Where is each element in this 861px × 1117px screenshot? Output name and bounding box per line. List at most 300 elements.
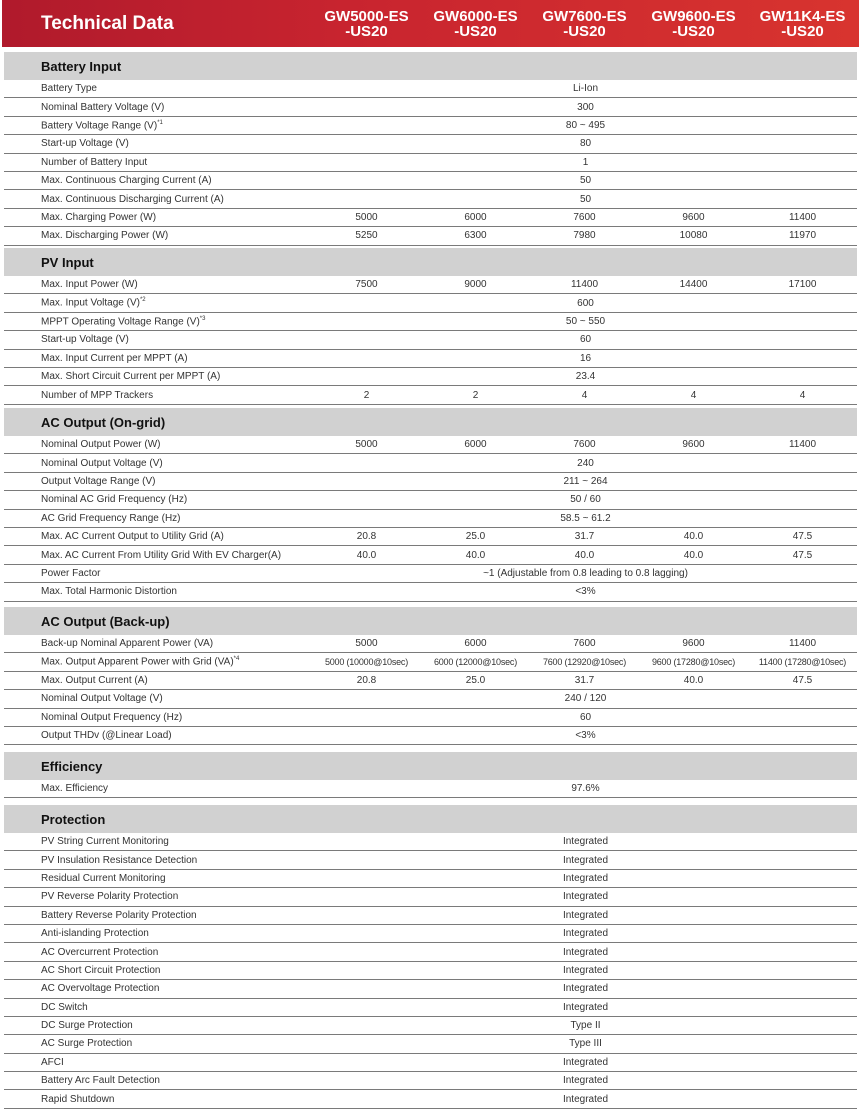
value-cell: 7980 (573, 230, 596, 242)
section-heading: Battery Input (4, 52, 857, 80)
row-values (314, 175, 857, 186)
table-row (4, 510, 857, 528)
shared-value-cell: 50 (579, 175, 592, 187)
table-row (4, 436, 857, 454)
row-values (312, 657, 857, 667)
row-label-text: Nominal Output Voltage (V) (41, 693, 163, 705)
value-cell: 11400 (788, 638, 817, 650)
shared-value-cell: Type III (569, 1038, 602, 1050)
table-row (4, 1090, 857, 1108)
row-label-text: AC Short Circuit Protection (41, 964, 161, 976)
table-row (4, 546, 857, 564)
table-row (4, 368, 857, 386)
shared-value-cell: Integrated (562, 964, 609, 976)
table-row (4, 943, 857, 961)
table-row (4, 1054, 857, 1072)
row-values (314, 730, 857, 741)
footnote-mark: *4 (233, 656, 240, 663)
row-values (314, 712, 857, 723)
row-values (314, 910, 857, 921)
shared-value-cell: <3% (575, 730, 596, 742)
row-label (4, 836, 314, 847)
table-row (4, 473, 857, 491)
row-values (314, 120, 857, 131)
table-row (4, 294, 857, 312)
row-label (4, 157, 314, 168)
row-label (4, 458, 314, 469)
row-label-text: Output Voltage Range (V) (41, 475, 156, 487)
table-row (4, 80, 857, 98)
row-label-text: AC Overcurrent Protection (41, 946, 159, 958)
shared-value-cell: 23.4 (575, 371, 596, 383)
table-row (4, 833, 857, 851)
row-label (4, 230, 312, 241)
table-row (4, 690, 857, 708)
row-values (314, 102, 857, 113)
value-cell: 25.0 (465, 531, 486, 543)
value-cell: 40.0 (683, 549, 704, 561)
shared-value-cell: <3% (575, 586, 596, 598)
shared-value-cell: 50 (579, 193, 592, 205)
row-values (314, 298, 857, 309)
row-label (4, 568, 314, 579)
row-label-text: MPPT Operating Voltage Range (V) (41, 316, 200, 328)
value-cell: 6000 (464, 211, 487, 223)
model-name: GW9600-ES -US20 (651, 7, 736, 40)
table-row (4, 999, 857, 1017)
row-label (4, 531, 312, 542)
row-label-text: Residual Current Monitoring (41, 872, 166, 884)
row-values (312, 638, 857, 649)
row-label-text: Anti-islanding Protection (41, 928, 149, 940)
table-row (4, 331, 857, 349)
table-row (4, 672, 857, 690)
shared-value-cell: Integrated (562, 891, 609, 903)
value-cell: 9600 (682, 439, 705, 451)
row-label (4, 334, 314, 345)
shared-value-cell: 600 (577, 297, 594, 309)
value-cell: 5250 (355, 230, 378, 242)
table-row (4, 350, 857, 368)
table-row (4, 635, 857, 653)
value-cell: 9000 (464, 279, 487, 291)
shared-value-cell: Integrated (562, 1056, 609, 1068)
page-title: Technical Data (41, 12, 174, 34)
model-name: GW11K4-ES -US20 (759, 7, 846, 40)
shared-value-cell: 50 / 60 (570, 494, 601, 506)
row-label (4, 513, 314, 524)
shared-value-cell: 50 ~ 550 (565, 315, 606, 327)
row-values (314, 83, 857, 94)
row-label-text: Start-up Voltage (V) (41, 138, 129, 150)
shared-value-cell: 58.5 ~ 61.2 (560, 512, 611, 524)
row-label-text: Number of MPP Trackers (41, 389, 154, 401)
value-cell: 7600 (573, 211, 596, 223)
value-cell: 11400 (788, 211, 817, 223)
table-row (4, 907, 857, 925)
value-cell: 9600 (17280@10sec) (651, 657, 736, 668)
row-label (4, 138, 314, 149)
row-values (314, 458, 857, 469)
value-cell: 4 (581, 389, 588, 401)
row-values (314, 965, 857, 976)
row-label-text: Max. Continuous Discharging Current (A) (41, 193, 224, 205)
table-row (4, 888, 857, 906)
row-label-text: Start-up Voltage (V) (41, 334, 129, 346)
value-cell: 5000 (355, 439, 378, 451)
row-label-text: Max. Input Current per MPPT (A) (41, 352, 188, 364)
footnote-mark: *3 (199, 315, 206, 322)
shared-value-cell: 211 ~ 264 (563, 475, 608, 487)
row-label (4, 1020, 314, 1031)
value-cell: 11400 (17280@10sec) (758, 657, 847, 668)
shared-value-cell: Integrated (562, 983, 609, 995)
row-values (312, 439, 857, 450)
value-cell: 2 (472, 389, 479, 401)
footnote-mark: *2 (139, 297, 146, 304)
row-label (4, 983, 314, 994)
row-label (4, 712, 314, 723)
row-values (314, 371, 857, 382)
value-cell: 47.5 (792, 674, 813, 686)
table-row (4, 313, 857, 331)
row-values (312, 212, 857, 223)
row-label-text: AC Grid Frequency Range (Hz) (41, 512, 181, 524)
model-name: GW5000-ES -US20 (324, 7, 409, 40)
row-values (314, 873, 857, 884)
shared-value-cell: Li-Ion (572, 83, 598, 95)
table-row (4, 172, 857, 190)
value-cell: 25.0 (465, 674, 486, 686)
table-row (4, 1017, 857, 1035)
value-cell: 5000 (355, 211, 378, 223)
row-label-text: Nominal AC Grid Frequency (Hz) (41, 494, 188, 506)
row-label-text: Max. Output Current (A) (41, 674, 148, 686)
value-cell: 4 (690, 389, 697, 401)
value-cell: 5000 (10000@10sec) (324, 657, 409, 668)
section-heading: AC Output (On-grid) (4, 408, 857, 436)
row-label (4, 1057, 314, 1068)
table-row (4, 980, 857, 998)
value-cell: 5000 (355, 638, 378, 650)
section-heading: Protection (4, 805, 857, 833)
value-cell: 47.5 (792, 531, 813, 543)
row-label-text: AC Surge Protection (41, 1038, 133, 1050)
row-label (4, 83, 314, 94)
row-label-text: DC Surge Protection (41, 1020, 133, 1032)
row-values (314, 855, 857, 866)
table-row (4, 1035, 857, 1053)
value-cell: 40.0 (683, 531, 704, 543)
row-label-text: Max. Input Voltage (V) (41, 297, 140, 309)
row-label-text: AFCI (41, 1056, 64, 1068)
row-values (314, 138, 857, 149)
spec-section (0, 408, 861, 602)
shared-value-cell: Type II (570, 1020, 601, 1032)
spec-section (0, 752, 861, 798)
value-cell: 6000 (464, 439, 487, 451)
shared-value-cell: 97.6% (571, 783, 600, 795)
row-values (314, 891, 857, 902)
section-rows (4, 635, 857, 745)
row-label-text: DC Switch (41, 1001, 88, 1013)
row-label-text: Nominal Battery Voltage (V) (41, 101, 165, 113)
value-cell: 31.7 (574, 531, 595, 543)
shared-value-cell: 240 / 120 (564, 693, 607, 705)
row-label-text: Battery Reverse Polarity Protection (41, 909, 197, 921)
table-row (4, 135, 857, 153)
value-cell: 11970 (788, 230, 817, 242)
table-row (4, 528, 857, 546)
row-label-text: Nominal Output Power (W) (41, 439, 161, 451)
row-label (4, 1075, 314, 1086)
row-values (314, 928, 857, 939)
table-row (4, 780, 857, 798)
row-label-text: PV Insulation Resistance Detection (41, 854, 198, 866)
row-label (4, 675, 312, 686)
row-label-text: Battery Voltage Range (V) (41, 120, 158, 132)
value-cell: 17100 (788, 279, 817, 291)
table-row (4, 1072, 857, 1090)
row-values (314, 1038, 857, 1049)
row-label (4, 494, 314, 505)
table-row (4, 117, 857, 135)
row-label-text: Nominal Output Voltage (V) (41, 457, 163, 469)
row-label-text: Power Factor (41, 567, 101, 579)
row-values (312, 531, 857, 542)
row-label (4, 693, 314, 704)
section-rows (4, 436, 857, 602)
row-label-text: Max. Input Power (W) (41, 279, 138, 291)
row-label-text: PV Reverse Polarity Protection (41, 891, 179, 903)
spec-section (0, 805, 861, 1109)
row-values (314, 494, 857, 505)
row-label (4, 928, 314, 939)
row-label (4, 353, 314, 364)
shared-value-cell: 60 (579, 711, 592, 723)
model-name: GW6000-ES -US20 (433, 7, 518, 40)
section-rows (4, 276, 857, 405)
row-label (4, 550, 312, 561)
row-label (4, 194, 314, 205)
value-cell: 2 (363, 389, 370, 401)
row-label (4, 1094, 314, 1105)
shared-value-cell: Integrated (562, 1075, 609, 1087)
table-row (4, 276, 857, 294)
footnote-mark: *1 (157, 119, 163, 126)
model-name: GW7600-ES -US20 (542, 7, 627, 40)
shared-value-cell: Integrated (562, 854, 609, 866)
value-cell: 40.0 (683, 674, 704, 686)
section-heading: PV Input (4, 248, 857, 276)
table-row (4, 227, 857, 245)
section-heading: AC Output (Back-up) (4, 607, 857, 635)
row-values (314, 353, 857, 364)
value-cell: 40.0 (356, 549, 377, 561)
row-values (314, 1094, 857, 1105)
row-values (312, 230, 857, 241)
value-cell: 10080 (679, 230, 708, 242)
value-cell: 6300 (464, 230, 487, 242)
shared-value-cell: ~1 (Adjustable from 0.8 leading to 0.8 lagging) (483, 567, 688, 579)
section-heading: Efficiency (4, 752, 857, 780)
row-values (314, 836, 857, 847)
row-values (314, 983, 857, 994)
row-label-text: Max. Charging Power (W) (41, 211, 157, 223)
value-cell: 11400 (788, 439, 817, 451)
row-label (4, 783, 314, 794)
row-values (314, 513, 857, 524)
row-values (314, 476, 857, 487)
table-row (4, 727, 857, 745)
table-row (4, 870, 857, 888)
row-label (4, 638, 312, 649)
row-label-text: PV String Current Monitoring (41, 836, 169, 848)
shared-value-cell: 80 ~ 495 (565, 119, 606, 131)
row-label-text: Back-up Nominal Apparent Power (VA) (41, 638, 214, 650)
table-row (4, 565, 857, 583)
value-cell: 31.7 (574, 674, 595, 686)
shared-value-cell: Integrated (562, 928, 609, 940)
shared-value-cell: 60 (579, 334, 592, 346)
table-row (4, 583, 857, 601)
row-values (314, 194, 857, 205)
row-label-text: Nominal Output Frequency (Hz) (41, 711, 183, 723)
row-label-text: Battery Type (41, 83, 97, 95)
row-label (4, 855, 314, 866)
row-label (4, 730, 314, 741)
row-label (4, 316, 314, 327)
value-cell: 7600 (12920@10sec) (542, 657, 627, 668)
value-cell: 20.8 (356, 674, 377, 686)
value-cell: 6000 (12000@10sec) (433, 657, 518, 668)
row-label (4, 586, 314, 597)
row-values (314, 586, 857, 597)
spec-section (0, 248, 861, 405)
table-row (4, 962, 857, 980)
row-label (4, 297, 314, 308)
row-values (314, 1020, 857, 1031)
row-label-text: Max. Continuous Charging Current (A) (41, 175, 212, 187)
row-label (4, 1038, 314, 1049)
table-row (4, 98, 857, 116)
row-values (312, 550, 857, 561)
value-cell: 7500 (355, 279, 378, 291)
row-label-text: Max. Total Harmonic Distortion (41, 586, 177, 598)
row-label-text: Max. Efficiency (41, 783, 109, 795)
row-label (4, 390, 312, 401)
value-cell: 40.0 (574, 549, 595, 561)
row-label (4, 1002, 314, 1013)
row-label-text: Rapid Shutdown (41, 1093, 115, 1105)
row-values (314, 783, 857, 794)
row-label (4, 873, 314, 884)
row-label (4, 891, 314, 902)
row-values (314, 316, 857, 327)
value-cell: 9600 (682, 638, 705, 650)
spec-section (0, 607, 861, 745)
row-values (314, 1002, 857, 1013)
value-cell: 11400 (570, 279, 599, 291)
value-cell: 47.5 (792, 549, 813, 561)
row-label (4, 656, 312, 667)
value-cell: 6000 (464, 638, 487, 650)
shared-value-cell: Integrated (562, 1093, 609, 1105)
row-label (4, 965, 314, 976)
row-label (4, 175, 314, 186)
row-values (314, 568, 857, 579)
value-cell: 7600 (573, 638, 596, 650)
section-rows (4, 780, 857, 798)
table-header (2, 0, 859, 47)
row-values (314, 693, 857, 704)
shared-value-cell: 300 (577, 101, 594, 113)
row-label-text: Battery Arc Fault Detection (41, 1075, 160, 1087)
row-label-text: AC Overvoltage Protection (41, 983, 160, 995)
row-values (314, 1075, 857, 1086)
row-values (312, 279, 857, 290)
table-row (4, 653, 857, 671)
spec-section (0, 52, 861, 246)
section-rows (4, 833, 857, 1109)
section-rows (4, 80, 857, 246)
row-label-text: Number of Battery Input (41, 156, 148, 168)
table-row (4, 491, 857, 509)
model-columns (312, 9, 859, 39)
table-row (4, 925, 857, 943)
value-cell: 14400 (679, 279, 708, 291)
value-cell: 40.0 (465, 549, 486, 561)
row-label (4, 476, 314, 487)
table-row (4, 454, 857, 472)
shared-value-cell: Integrated (562, 1001, 609, 1013)
shared-value-cell: Integrated (562, 909, 609, 921)
row-values (314, 334, 857, 345)
shared-value-cell: 16 (579, 352, 592, 364)
row-label-text: Max. Output Apparent Power with Grid (VA) (41, 656, 234, 668)
row-label (4, 947, 314, 958)
row-values (312, 675, 857, 686)
row-label (4, 371, 314, 382)
row-label (4, 120, 314, 131)
shared-value-cell: Integrated (562, 946, 609, 958)
row-values (314, 1057, 857, 1068)
row-values (312, 390, 857, 401)
row-label-text: Max. AC Current Output to Utility Grid (A) (41, 531, 224, 543)
shared-value-cell: Integrated (562, 836, 609, 848)
table-row (4, 386, 857, 404)
shared-value-cell: 240 (577, 457, 594, 469)
table-row (4, 709, 857, 727)
shared-value-cell: Integrated (562, 872, 609, 884)
table-row (4, 209, 857, 227)
table-row (4, 190, 857, 208)
row-label (4, 212, 312, 223)
value-cell: 20.8 (356, 531, 377, 543)
table-row (4, 851, 857, 869)
table-row (4, 154, 857, 172)
shared-value-cell: 1 (582, 156, 589, 168)
row-values (314, 947, 857, 958)
row-label-text: Output THDv (@Linear Load) (41, 730, 172, 742)
row-label (4, 279, 312, 290)
value-cell: 7600 (573, 439, 596, 451)
value-cell: 9600 (682, 211, 705, 223)
shared-value-cell: 80 (579, 138, 592, 150)
row-label-text: Max. Discharging Power (W) (41, 230, 169, 242)
value-cell: 4 (799, 389, 806, 401)
row-label (4, 910, 314, 921)
